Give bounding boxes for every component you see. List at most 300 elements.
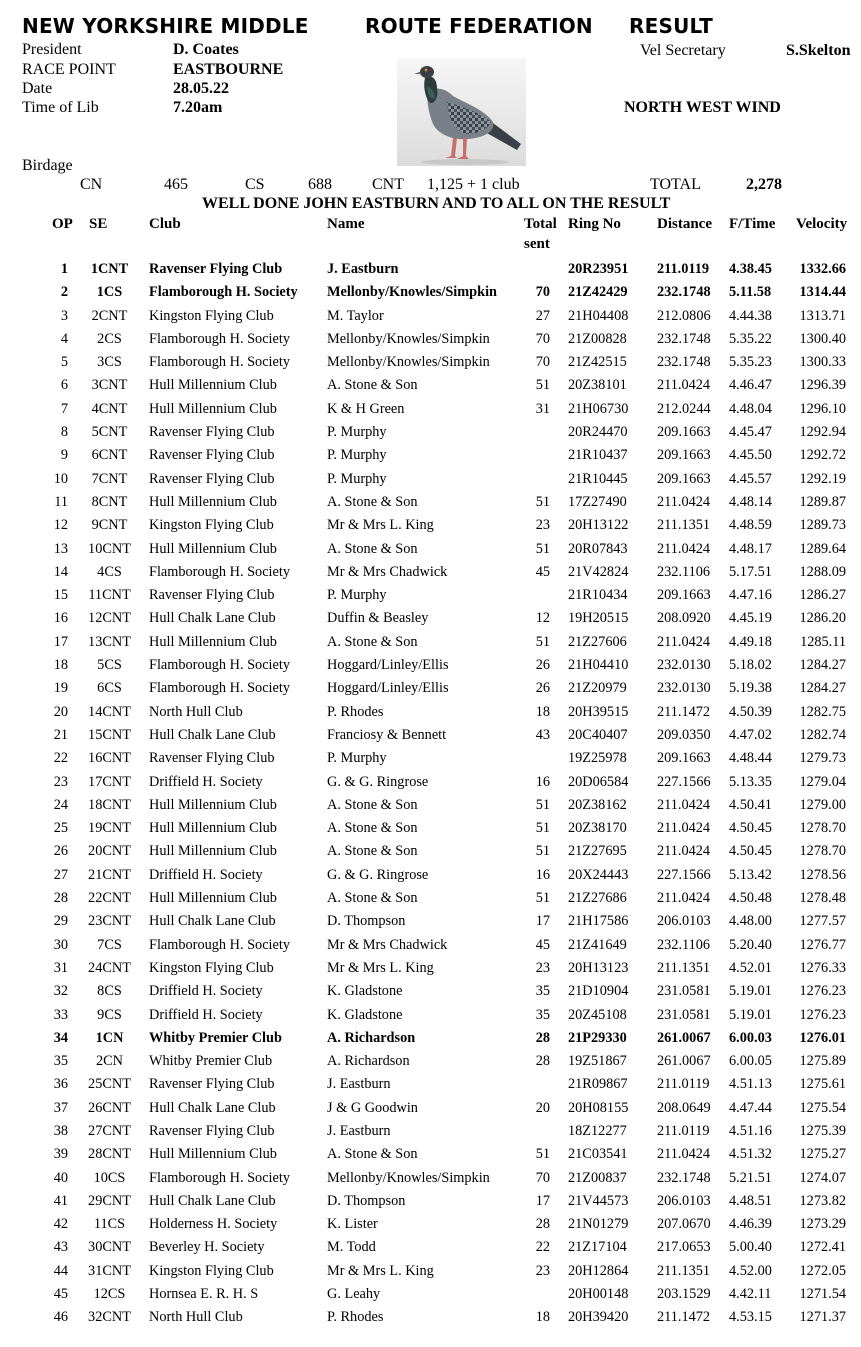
row-op: 22 [53,750,68,767]
row-club: Hull Millennium Club [149,796,277,813]
row-club: Ravenser Flying Club [149,1122,275,1139]
row-club: Hull Millennium Club [149,843,277,860]
row-club: Hornsea E. R. H. S [149,1286,259,1303]
row-total-sent: 31 [535,400,550,417]
row-ring-no: 20Z38170 [568,820,627,837]
row-total-sent: 16 [535,866,550,883]
row-op: 34 [53,1029,68,1046]
row-ring-no: 21P29330 [568,1029,627,1046]
row-flying-time: 5.18.02 [729,657,772,674]
row-velocity: 1273.29 [799,1216,846,1233]
row-club: Whitby Premier Club [149,1053,273,1070]
row-name: J. Eastburn [327,1122,391,1139]
row-distance: 206.0103 [657,1192,711,1209]
row-flying-time: 4.51.16 [729,1122,772,1139]
row-distance: 211.1351 [657,959,711,976]
lib-time-value: 7.20am [173,99,223,116]
row-total-sent: 28 [535,1053,550,1070]
row-ring-no: 21Z27695 [568,843,627,860]
col-header-se: SE [89,216,108,232]
row-flying-time: 4.48.17 [729,540,772,557]
table-row [0,747,861,770]
row-total-sent: 35 [535,983,550,1000]
row-distance: 211.0119 [657,1122,710,1139]
row-velocity: 1278.70 [799,820,846,837]
row-se: 20CNT [88,843,131,860]
row-op: 39 [53,1146,68,1163]
row-club: Hull Millennium Club [149,820,277,837]
row-name: K. Lister [327,1216,378,1233]
row-flying-time: 4.45.50 [729,447,772,464]
row-distance: 227.1566 [657,866,711,883]
table-row [0,607,861,630]
title-result: RESULT [629,14,713,38]
row-op: 4 [60,330,68,347]
row-distance: 232.1748 [657,284,711,301]
row-distance: 207.0670 [657,1216,711,1233]
col-header-total: Total [524,216,557,232]
row-total-sent: 16 [535,773,550,790]
row-op: 46 [53,1309,68,1326]
row-se: 31CNT [88,1262,131,1279]
table-row [0,258,861,281]
row-se: 1CNT [90,261,129,277]
row-velocity: 1278.56 [799,866,846,883]
table-row [0,701,861,724]
row-velocity: 1289.87 [799,493,846,510]
row-se: 1CS [96,284,123,301]
row-op: 2 [60,284,68,301]
table-row [0,491,861,514]
row-name: M. Taylor [327,307,384,324]
row-op: 37 [53,1099,68,1116]
row-se: 24CNT [88,959,131,976]
table-row [0,1190,861,1213]
table-row [0,1167,861,1190]
row-club: Hull Chalk Lane Club [149,726,276,743]
row-flying-time: 6.00.05 [729,1053,772,1070]
row-ring-no: 21Z00837 [568,1169,627,1186]
row-ring-no: 20X24443 [568,866,629,883]
row-total-sent: 45 [535,936,550,953]
race-point-label: RACE POINT [22,61,116,78]
row-ring-no: 20H00148 [568,1286,629,1303]
row-distance: 211.0424 [657,820,711,837]
row-ring-no: 21V44573 [568,1192,629,1209]
row-name: Mr & Mrs Chadwick [327,936,448,953]
row-se: 18CNT [88,796,131,813]
row-distance: 232.1106 [657,936,711,953]
row-se: 2CNT [91,307,128,324]
row-club: Whitby Premier Club [149,1029,282,1046]
row-total-sent: 17 [535,1192,550,1209]
row-club: Kingston Flying Club [149,1262,274,1279]
row-name: A. Stone & Son [327,633,418,650]
row-ring-no: 21H04410 [568,657,629,674]
row-flying-time: 4.47.44 [729,1099,772,1116]
row-name: J. Eastburn [327,1076,391,1093]
row-flying-time: 4.45.57 [729,470,772,487]
row-total-sent: 18 [535,1309,550,1326]
row-velocity: 1286.27 [799,587,846,604]
row-op: 7 [60,400,68,417]
row-distance: 232.0130 [657,657,711,674]
table-row [0,1143,861,1166]
table-row [0,1027,861,1050]
row-se: 19CNT [88,820,131,837]
row-ring-no: 19H20515 [568,610,629,627]
row-total-sent: 70 [535,354,550,371]
table-row [0,468,861,491]
row-name: K & H Green [327,400,405,417]
row-se: 5CNT [91,424,128,441]
row-name: K. Gladstone [327,983,403,1000]
row-ring-no: 21R09867 [568,1076,628,1093]
row-flying-time: 4.51.13 [729,1076,772,1093]
row-name: G. & G. Ringrose [327,866,429,883]
row-name: D. Thompson [327,1192,406,1209]
row-distance: 208.0920 [657,610,711,627]
row-distance: 211.0424 [657,1146,711,1163]
row-distance: 209.1663 [657,424,711,441]
row-ring-no: 20H08155 [568,1099,629,1116]
row-flying-time: 4.53.15 [729,1309,772,1326]
row-ring-no: 20Z38101 [568,377,627,394]
row-total-sent: 17 [535,913,550,930]
row-flying-time: 5.11.58 [729,284,772,301]
cs-label: CS [245,176,265,193]
row-club: Hull Millennium Club [149,1146,277,1163]
row-total-sent: 26 [535,680,550,697]
row-velocity: 1276.33 [799,959,846,976]
row-name: Mellonby/Knowles/Simpkin [327,284,498,301]
row-flying-time: 5.20.40 [729,936,772,953]
row-name: D. Thompson [327,913,406,930]
row-ring-no: 18Z12277 [568,1122,627,1139]
row-distance: 211.0119 [657,1076,710,1093]
row-velocity: 1288.09 [799,563,846,580]
row-club: Flamborough H. Society [149,936,290,953]
row-name: A. Stone & Son [327,890,418,907]
row-se: 6CS [97,680,122,697]
row-op: 45 [53,1286,68,1303]
row-se: 5CS [97,657,122,674]
row-op: 31 [53,959,68,976]
row-se: 2CS [97,330,122,347]
row-total-sent: 22 [535,1239,550,1256]
row-distance: 261.0067 [657,1053,711,1070]
birdage-label: Birdage [22,157,73,174]
table-row [0,1004,861,1027]
row-name: G. Leahy [327,1286,381,1303]
row-flying-time: 4.52.00 [729,1262,772,1279]
row-distance: 232.1748 [657,330,711,347]
row-club: Hull Millennium Club [149,493,277,510]
row-ring-no: 20R07843 [568,540,628,557]
row-distance: 232.1106 [657,563,711,580]
row-flying-time: 4.48.00 [729,913,772,930]
congratulations-banner: WELL DONE JOHN EASTBURN AND TO ALL ON THE RESULT [202,195,671,212]
row-total-sent: 23 [535,1262,550,1279]
row-op: 33 [53,1006,68,1023]
row-se: 17CNT [88,773,131,790]
row-name: G. & G. Ringrose [327,773,429,790]
row-velocity: 1277.57 [799,913,846,930]
row-name: P. Rhodes [327,703,384,720]
row-se: 21CNT [88,866,131,883]
row-velocity: 1278.48 [799,890,846,907]
row-name: Hoggard/Linley/Ellis [327,657,449,674]
row-flying-time: 4.52.01 [729,959,772,976]
row-flying-time: 4.48.59 [729,517,772,534]
row-distance: 211.1351 [657,517,711,534]
row-ring-no: 20Z38162 [568,796,627,813]
table-row [0,771,861,794]
row-flying-time: 4.48.51 [729,1192,772,1209]
row-club: Hull Chalk Lane Club [149,610,276,627]
row-velocity: 1284.27 [799,680,846,697]
row-se: 26CNT [88,1099,131,1116]
row-total-sent: 35 [535,1006,550,1023]
row-ring-no: 21Z42429 [568,284,628,301]
row-op: 3 [60,307,68,324]
row-ring-no: 21Z20979 [568,680,627,697]
row-ring-no: 21Z42515 [568,354,627,371]
row-velocity: 1279.00 [799,796,846,813]
row-se: 7CNT [91,470,128,487]
row-se: 30CNT [88,1239,131,1256]
row-velocity: 1273.82 [799,1192,846,1209]
row-flying-time: 4.45.19 [729,610,772,627]
row-velocity: 1275.54 [799,1099,846,1116]
pigeon-photo [397,58,526,166]
row-flying-time: 4.38.45 [729,261,772,277]
row-distance: 209.1663 [657,750,711,767]
table-row [0,980,861,1003]
row-op: 23 [53,773,68,790]
row-total-sent: 51 [535,1146,550,1163]
row-velocity: 1300.40 [799,330,846,347]
row-flying-time: 4.49.18 [729,633,772,650]
row-ring-no: 21H06730 [568,400,629,417]
row-ring-no: 20H13123 [568,959,629,976]
col-header-club: Club [149,216,181,232]
row-se: 29CNT [88,1192,131,1209]
secretary-value: S.Skelton [786,42,851,59]
race-point-value: EASTBOURNE [173,61,284,78]
row-distance: 231.0581 [657,1006,711,1023]
row-club: Beverley H. Society [149,1239,265,1256]
col-header-op: OP [52,216,73,232]
table-row [0,864,861,887]
row-se: 23CNT [88,913,131,930]
table-row [0,584,861,607]
cnt-count: 1,125 + 1 club [427,176,520,193]
row-flying-time: 5.19.01 [729,983,772,1000]
row-distance: 212.0244 [657,400,711,417]
row-op: 29 [53,913,68,930]
row-op: 21 [53,726,68,743]
row-total-sent: 51 [535,843,550,860]
row-club: Ravenser Flying Club [149,750,275,767]
row-op: 6 [60,377,68,394]
row-club: Flamborough H. Society [149,657,290,674]
row-velocity: 1284.27 [799,657,846,674]
row-ring-no: 21Z27686 [568,890,627,907]
title-route-federation: ROUTE FEDERATION [365,14,593,38]
row-name: A. Stone & Son [327,796,418,813]
table-row [0,887,861,910]
row-se: 16CNT [88,750,131,767]
row-se: 8CS [97,983,122,1000]
row-op: 9 [60,447,68,464]
row-ring-no: 21Z41649 [568,936,627,953]
row-ring-no: 19Z51867 [568,1053,627,1070]
row-se: 12CS [93,1286,126,1303]
row-ring-no: 19Z25978 [568,750,627,767]
row-total-sent: 51 [535,820,550,837]
row-total-sent: 51 [535,377,550,394]
president-label: President [22,41,82,58]
row-club: Ravenser Flying Club [149,1076,275,1093]
row-velocity: 1282.75 [799,703,846,720]
row-total-sent: 51 [535,493,550,510]
row-club: Flamborough H. Society [149,1169,290,1186]
row-flying-time: 5.19.01 [729,1006,772,1023]
row-distance: 203.1529 [657,1286,711,1303]
row-op: 5 [60,354,68,371]
table-row [0,1120,861,1143]
row-velocity: 1275.61 [799,1076,846,1093]
col-header-ftime: F/Time [729,216,776,232]
row-ring-no: 20Z45108 [568,1006,627,1023]
row-club: Driffield H. Society [149,773,263,790]
date-value: 28.05.22 [173,80,229,97]
row-op: 18 [53,657,68,674]
row-distance: 211.0424 [657,890,711,907]
row-distance: 211.0119 [657,261,710,277]
row-se: 7CS [97,936,122,953]
table-row [0,1260,861,1283]
row-se: 13CNT [88,633,131,650]
table-row [0,957,861,980]
row-club: Kingston Flying Club [149,307,274,324]
row-total-sent: 51 [535,540,550,557]
row-velocity: 1314.44 [799,284,846,301]
row-op: 17 [53,633,68,650]
table-row [0,328,861,351]
row-ring-no: 21Z00828 [568,330,627,347]
results-table [0,258,861,1330]
total-count: 2,278 [746,176,782,193]
row-club: Holderness H. Society [149,1216,278,1233]
row-flying-time: 5.35.23 [729,354,772,371]
row-op: 15 [53,587,68,604]
row-ring-no: 20H39515 [568,703,629,720]
row-se: 11CS [93,1216,126,1233]
row-op: 32 [53,983,68,1000]
row-name: P. Murphy [327,447,387,464]
row-velocity: 1278.70 [799,843,846,860]
row-name: Mellonby/Knowles/Simpkin [327,1169,490,1186]
row-total-sent: 51 [535,633,550,650]
row-flying-time: 6.00.03 [729,1029,772,1046]
table-row [0,910,861,933]
row-distance: 211.0424 [657,493,711,510]
row-distance: 211.0424 [657,540,711,557]
row-distance: 209.1663 [657,470,711,487]
row-name: Duffin & Beasley [327,610,429,627]
row-flying-time: 5.13.42 [729,866,772,883]
row-ring-no: 20H12864 [568,1262,629,1279]
row-name: P. Rhodes [327,1309,384,1326]
table-row [0,794,861,817]
row-club: Flamborough H. Society [149,563,290,580]
row-velocity: 1276.23 [799,1006,846,1023]
row-se: 3CNT [91,377,128,394]
row-velocity: 1271.37 [799,1309,846,1326]
row-distance: 261.0067 [657,1029,711,1046]
row-club: Hull Chalk Lane Club [149,1192,276,1209]
row-ring-no: 21R10437 [568,447,628,464]
row-se: 4CS [97,563,122,580]
row-name: A. Stone & Son [327,540,418,557]
row-flying-time: 4.44.38 [729,307,772,324]
table-row [0,1097,861,1120]
row-total-sent: 23 [535,959,550,976]
row-distance: 211.1472 [657,703,711,720]
row-name: A. Richardson [327,1053,410,1070]
row-op: 19 [53,680,68,697]
row-total-sent: 23 [535,517,550,534]
row-se: 25CNT [88,1076,131,1093]
wind-direction: NORTH WEST WIND [624,99,781,116]
row-ring-no: 21R10445 [568,470,628,487]
table-row [0,374,861,397]
row-ring-no: 20H39420 [568,1309,629,1326]
row-name: Mr & Mrs Chadwick [327,563,448,580]
row-distance: 211.0424 [657,843,711,860]
row-velocity: 1274.07 [799,1169,846,1186]
cnt-label: CNT [372,176,404,193]
row-ring-no: 21N01279 [568,1216,629,1233]
row-velocity: 1279.73 [799,750,846,767]
row-total-sent: 70 [535,330,550,347]
row-velocity: 1276.23 [799,983,846,1000]
row-se: 9CS [97,1006,122,1023]
table-row [0,281,861,304]
row-op: 11 [54,493,68,510]
row-total-sent: 20 [535,1099,550,1116]
table-row [0,421,861,444]
row-ring-no: 21D10904 [568,983,629,1000]
row-club: Hull Millennium Club [149,400,277,417]
row-club: Hull Chalk Lane Club [149,1099,276,1116]
row-name: A. Richardson [327,1029,416,1046]
row-flying-time: 4.50.45 [729,820,772,837]
row-flying-time: 4.50.39 [729,703,772,720]
row-op: 14 [53,563,68,580]
row-se: 15CNT [88,726,131,743]
table-row [0,444,861,467]
row-flying-time: 4.51.32 [729,1146,772,1163]
row-club: Hull Millennium Club [149,377,277,394]
row-club: Hull Chalk Lane Club [149,913,276,930]
row-velocity: 1279.04 [799,773,846,790]
row-name: Mellonby/Knowles/Simpkin [327,330,490,347]
row-flying-time: 5.21.51 [729,1169,772,1186]
row-total-sent: 45 [535,563,550,580]
